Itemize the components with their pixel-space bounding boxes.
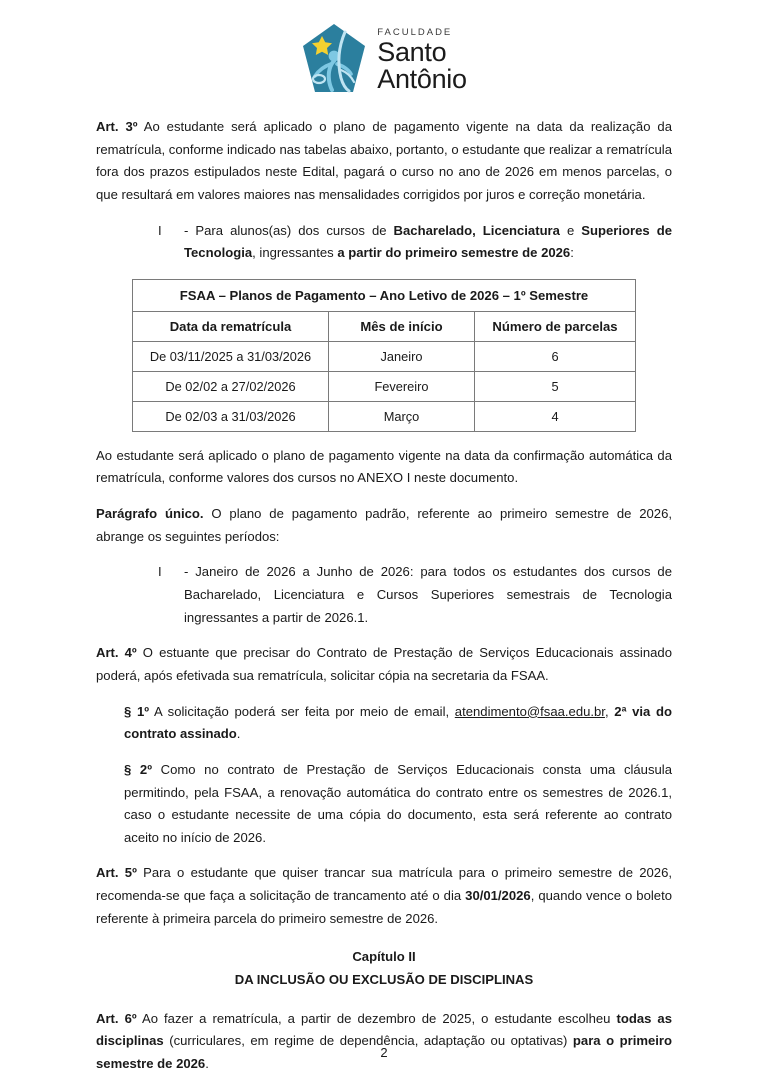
art6-mid-text: (curriculares, em regime de dependência, adaptação ou optativas): [163, 1033, 573, 1049]
paragraph-par1: [96, 701, 672, 746]
payment-plan-table-wrapper: [96, 279, 672, 432]
par2-label: § 2º: [124, 761, 152, 777]
item-bold-bacharelado: Bacharelado, Licenciatura: [393, 222, 560, 238]
spacer: [96, 490, 672, 503]
paragraph-art3: [96, 116, 672, 207]
table-cell-mes: Março: [328, 401, 474, 431]
par1-post-text: .: [236, 726, 241, 742]
paragrafo-unico-label: Parágrafo único.: [96, 506, 204, 522]
document-body: [96, 96, 672, 1076]
document-header: [96, 0, 672, 96]
logo-text-faculdade: FACULDADE: [377, 27, 453, 39]
par1-bold-tail: 2ª via do contrato assinado: [124, 703, 672, 742]
table-row: [132, 341, 635, 371]
table-title-row: [132, 279, 635, 311]
paragraph-after-table: Ao estudante será aplicado o plano de pagamento vigente na data da confirmação automática da rematrícula, conforme valores dos cursos no ANEXO I neste documento.: [96, 447, 672, 486]
paragraph-par2: [96, 759, 672, 850]
art4-label: Art. 4º: [96, 645, 137, 661]
fsaa-logo-mark-icon: [301, 22, 367, 96]
chapter-number: Capítulo II: [352, 949, 416, 965]
art3-label: Art. 3º: [96, 119, 138, 134]
payment-plan-table: [132, 279, 636, 432]
table-col-header-parcelas: Número de parcelas: [474, 311, 635, 341]
spacer: [96, 849, 672, 862]
spacer: [96, 688, 672, 701]
art4-text: O estuante que precisar do Contrato de Prestação de Serviços Educacionais assinado poderá, após efetivada sua rematrícula, solicitar cópia na secretaria da FSAA.: [96, 645, 672, 683]
art6-label: Art. 6º: [96, 1010, 137, 1026]
paragraph-art4: [96, 642, 672, 687]
table-cell-data: De 02/03 a 31/03/2026: [132, 401, 328, 431]
fsaa-logo-wordmark: [377, 24, 466, 94]
art6-post-text: .: [205, 1055, 209, 1071]
item-mid-text-1: e: [559, 222, 582, 238]
roman-numeral: I: [158, 222, 162, 238]
spacer: [96, 992, 672, 1008]
spacer: [96, 746, 672, 759]
art5-post-text: , quando vence o boleto referente à primeira parcela do primeiro semestre de 2026.: [96, 888, 672, 926]
email-link[interactable]: atendimento@fsaa.edu.br: [454, 703, 605, 719]
list-item-roman-cursos: [96, 220, 672, 265]
table-cell-data: De 03/11/2025 a 31/03/2026: [132, 341, 328, 371]
table-cell-parcelas: 4: [474, 401, 635, 431]
art6-bold-disciplinas: todas as disciplinas: [96, 1010, 672, 1049]
item-post-text: :: [570, 245, 574, 261]
chapter-heading: [96, 946, 672, 991]
table-title-cell: FSAA – Planos de Pagamento – Ano Letivo de 2026 – 1º Semestre: [132, 279, 635, 311]
table-col-header-mes: Mês de início: [328, 311, 474, 341]
logo-text-santo: Santo: [377, 36, 447, 67]
roman-numeral: I: [158, 564, 162, 580]
table-cell-parcelas: 6: [474, 341, 635, 371]
page-footer: [0, 1045, 768, 1060]
art6-pre-text: Ao fazer a rematrícula, a partir de dezembro de 2025, o estudante escolheu: [136, 1010, 617, 1026]
table-cell-mes: Janeiro: [328, 341, 474, 371]
logo-text-antonio: Antônio: [377, 64, 467, 95]
item-pre-text: - Para alunos(as) dos cursos de: [184, 222, 394, 238]
table-cell-mes: Fevereiro: [328, 371, 474, 401]
art5-label: Art. 5º: [96, 865, 137, 881]
table-header-row: [132, 311, 635, 341]
spacer: [96, 548, 672, 561]
item-bold-superiores: Superiores de Tecnologia: [184, 222, 673, 261]
paragraph-art6: [96, 1008, 672, 1076]
table-row: [132, 371, 635, 401]
paragrafo-unico-text: O plano de pagamento padrão, referente ao primeiro semestre de 2026, abrange os seguintes períodos:: [96, 506, 672, 544]
chapter-title: DA INCLUSÃO OU EXCLUSÃO DE DISCIPLINAS: [234, 972, 534, 988]
roman-item-text: [184, 220, 672, 265]
par2-text: Como no contrato de Prestação de Serviços Educacionais consta uma cláusula permitindo, pela FSAA, a renovação automática do contrato entre os semestres de 2026.1, caso o estudante necessite de uma cópia do documento, esta será referente ao contrato aceito no início de 2026.: [124, 761, 672, 845]
par1-pre-text: A solicitação poderá ser feita por meio de email,: [149, 703, 455, 719]
par1-label: § 1º: [124, 703, 150, 719]
paragraph-art5: [96, 862, 672, 930]
page-number: 2: [380, 1045, 388, 1060]
fsaa-logo: [301, 22, 466, 96]
art3-text: Ao estudante será aplicado o plano de pagamento vigente na data da realização da rematrícula, conforme indicado nas tabelas abaixo, portanto, o estudante que realizar a rematrícula fora dos prazos estipulados neste Edital, pagará o curso no ano de 2026 em menos parcelas, o que resultará em valores maiores nas mensalidades corrigidos por juros e correção monetária.: [96, 119, 672, 202]
list-item-roman-periodo: [96, 561, 672, 629]
spacer: [96, 207, 672, 220]
table-col-header-data: Data da rematrícula: [132, 311, 328, 341]
spacer: [96, 930, 672, 946]
art5-bold-date: 30/01/2026: [465, 888, 531, 904]
spacer: [96, 629, 672, 642]
table-row: [132, 401, 635, 431]
art5-pre-text: Para o estudante que quiser trancar sua matrícula para o primeiro semestre de 2026, recomenda-se que faça a solicitação de trancamento até o dia: [96, 865, 672, 904]
table-cell-data: De 02/02 a 27/02/2026: [132, 371, 328, 401]
item-bold-semestre: a partir do primeiro semestre de 2026: [337, 245, 571, 261]
paragraph-unico: [96, 503, 672, 548]
item-mid-text-2: , ingressantes: [252, 245, 338, 261]
par1-mid-text: ,: [604, 703, 615, 719]
art6-bold-semestre: para o primeiro semestre de 2026: [96, 1033, 673, 1071]
roman-item-text: - Janeiro de 2026 a Junho de 2026: para todos os estudantes dos cursos de Bacharelado, Licenciatura e Cursos Superiores semestrais de Tecnologia ingressantes a partir de 2026.1.: [184, 564, 672, 625]
table-cell-parcelas: 5: [474, 371, 635, 401]
